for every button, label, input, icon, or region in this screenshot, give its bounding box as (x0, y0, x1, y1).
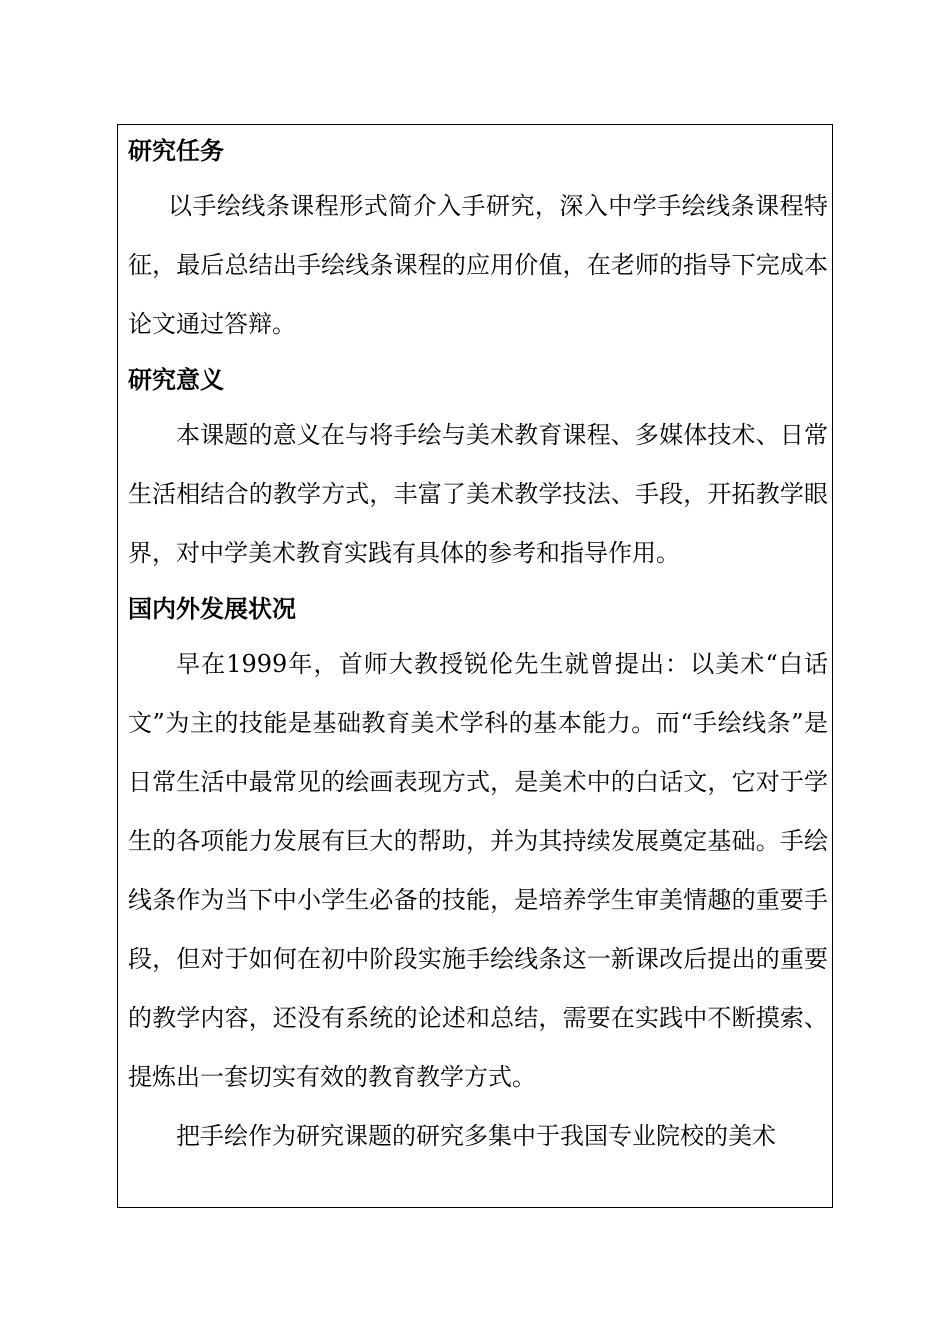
heading-research-task: 研究任务 (128, 137, 224, 165)
document-content (128, 125, 828, 1166)
paragraph-development-status-1: 早在1999年，首师大教授锐伦先生就曾提出：以美术“白话文”为主的技能是基础教育美术学科的基本能力。而“手绘线条”是日常生活中最常见的绘画表现方式，是美术中的白话文，它对于学生的各项能力发展有巨大的帮助，并为其持续发展奠定基础。手绘线条作为当下中小学生必备的技能，是培养学生审美情趣的重要手段，但对于如何在初中阶段实施手绘线条这一新课改后提出的重要的教学内容，还没有系统的论述和总结，需要在实践中不断摸索、提炼出一套切实有效的教育教学方式。 (128, 650, 828, 1091)
heading-development-status: 国内外发展状况 (128, 595, 296, 623)
heading-research-significance: 研究意义 (128, 366, 224, 394)
paragraph-research-task: 以手绘线条课程形式简介入手研究，深入中学手绘线条课程特征，最后总结出手绘线条课程的应用价值，在老师的指导下完成本论文通过答辩。 (128, 192, 828, 338)
paragraph-research-significance: 本课题的意义在与将手绘与美术教育课程、多媒体技术、日常生活相结合的教学方式，丰富了美术教学技法、手段，开拓教学眼界，对中学美术教育实践有具体的参考和指导作用。 (128, 421, 828, 567)
document-frame (117, 124, 833, 1208)
paragraph-development-status-2: 把手绘作为研究课题的研究多集中于我国专业院校的美术 (176, 1122, 776, 1150)
